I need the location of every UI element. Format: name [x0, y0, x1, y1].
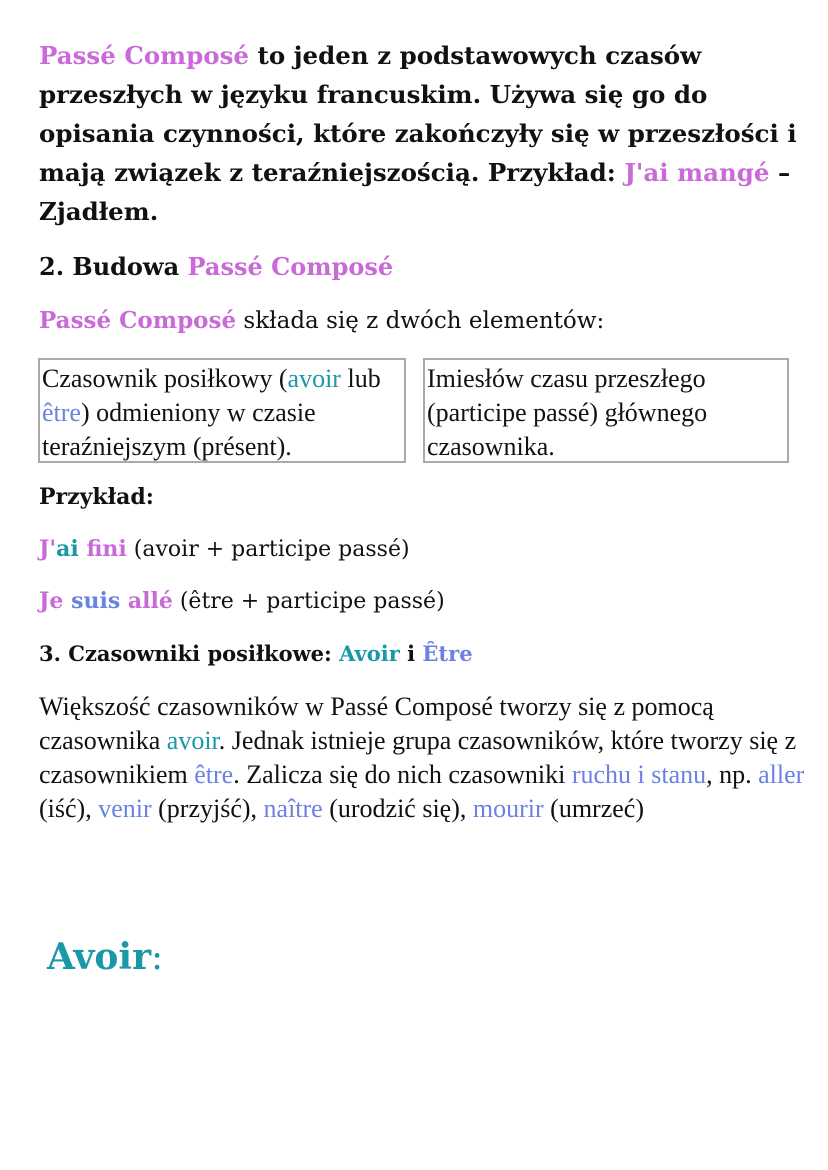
text: (urodzić się), — [322, 794, 473, 823]
text: lub — [340, 364, 381, 393]
text: : — [151, 937, 164, 978]
term: Passé Composé — [39, 41, 249, 70]
auxiliary-paragraph — [39, 690, 809, 826]
intro-paragraph — [39, 36, 799, 231]
text: (przyjść), — [151, 794, 264, 823]
text: mourir — [472, 794, 544, 823]
example-1 — [39, 536, 410, 562]
element-box-auxiliary — [38, 358, 406, 463]
section-3-heading — [39, 641, 473, 666]
example: J'ai mangé — [624, 158, 770, 187]
text: aller — [758, 760, 805, 789]
text: (être + participe passé) — [172, 589, 445, 614]
text: 3. Czasowniki posiłkowe: — [39, 641, 340, 666]
etre: être — [194, 760, 234, 789]
term: Passé Composé — [39, 307, 237, 334]
text: naître — [263, 794, 323, 823]
text: Avoir — [47, 936, 152, 978]
text: Większość czasowników w Passé Composé tworzy się z pomocą czasownika — [39, 692, 714, 755]
text: Je — [39, 588, 72, 614]
text: i — [399, 641, 423, 666]
text: suis — [71, 588, 121, 614]
text: . Zalicza się do nich czasowniki — [233, 760, 572, 789]
text: fini — [78, 536, 127, 562]
consists-paragraph — [39, 307, 604, 334]
avoir: Avoir — [339, 641, 400, 666]
text: . Jednak istnieje grupa czasowników, które tworzy się z czasownikiem — [39, 726, 797, 789]
etre: Être — [422, 641, 473, 666]
text: Imiesłów czasu przeszłego (participe passé) głównego czasownika. — [427, 364, 708, 461]
text: ai — [56, 536, 79, 562]
text: – Zjadłem. — [39, 158, 791, 226]
term: Passé Composé — [187, 252, 394, 281]
element-box-participle — [423, 358, 789, 463]
text: (iść), — [39, 794, 99, 823]
text: (avoir + participe passé) — [126, 537, 410, 562]
avoir: avoir — [166, 726, 219, 755]
text: J' — [39, 536, 57, 562]
text: allé — [120, 588, 173, 614]
text: (umrzeć) — [543, 794, 644, 823]
text: ) odmieniony w czasie teraźniejszym (présent). — [42, 398, 316, 461]
example-2 — [39, 588, 445, 614]
avoir-heading — [47, 936, 163, 978]
example-label: Przykład: — [39, 484, 154, 510]
text: Czasownik posiłkowy ( — [42, 364, 288, 393]
section-2-heading — [39, 252, 393, 281]
text: to jeden z podstawowych czasów przeszłych w języku francuskim. Używa się go do opisania czynności, które zakończyły się w przeszłości i mają związek z teraźniejszością. Przykład: — [39, 41, 797, 187]
text: 2. Budowa — [39, 252, 188, 281]
avoir: avoir — [287, 364, 341, 393]
text: składa się z dwóch elementów: — [236, 308, 605, 334]
text: venir — [98, 794, 152, 823]
etre: être — [42, 398, 81, 427]
text: , np. — [706, 760, 759, 789]
text: ruchu i stanu — [571, 760, 707, 789]
